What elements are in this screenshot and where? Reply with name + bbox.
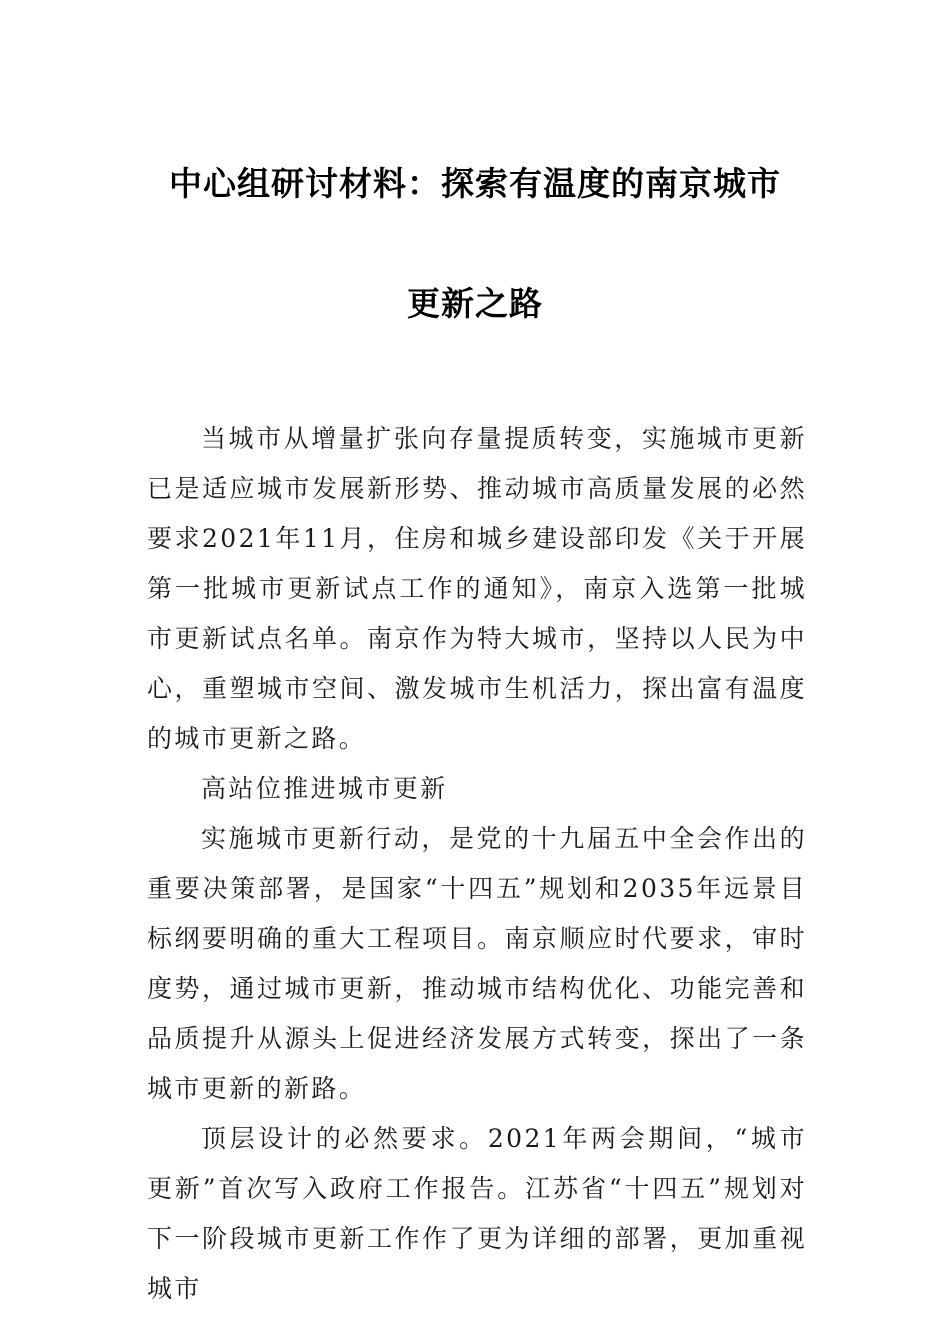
section-heading: 高站位推进城市更新 <box>201 774 448 803</box>
paragraph-intro: 当城市从增量扩张向存量提质转变，实施城市更新已是适应城市发展新形势、推动城市高质量发展的必然要求2021年11月，住房和城乡建设部印发《关于开展第一批城市更新试点工作的通知》，南京入选第一批城市更新试点名单。南京作为特大城市，坚持以人民为中心，重塑城市空间、激发城市生机活力，探出富有温度的城市更新之路。 <box>147 424 807 753</box>
document-title-line-1: 中心组研讨材料：探索有温度的南京城市 <box>169 164 781 203</box>
document-body <box>147 414 807 1314</box>
paragraph-implementation: 实施城市更新行动，是党的十九届五中全会作出的重要决策部署，是国家“十四五”规划和2035年远景目标纲要明确的重大工程项目。南京顺应时代要求，审时度势，通过城市更新，推动城市结构优化、功能完善和品质提升从源头上促进经济发展方式转变，探出了一条城市更新的新路。 <box>147 824 807 1103</box>
paragraph-top-level-design: 顶层设计的必然要求。2021年两会期间，“城市更新”首次写入政府工作报告。江苏省“十四五”规划对下一阶段城市更新工作作了更为详细的部署，更加重视城市 <box>147 1124 807 1303</box>
document-title-line-2: 更新之路 <box>407 284 543 323</box>
